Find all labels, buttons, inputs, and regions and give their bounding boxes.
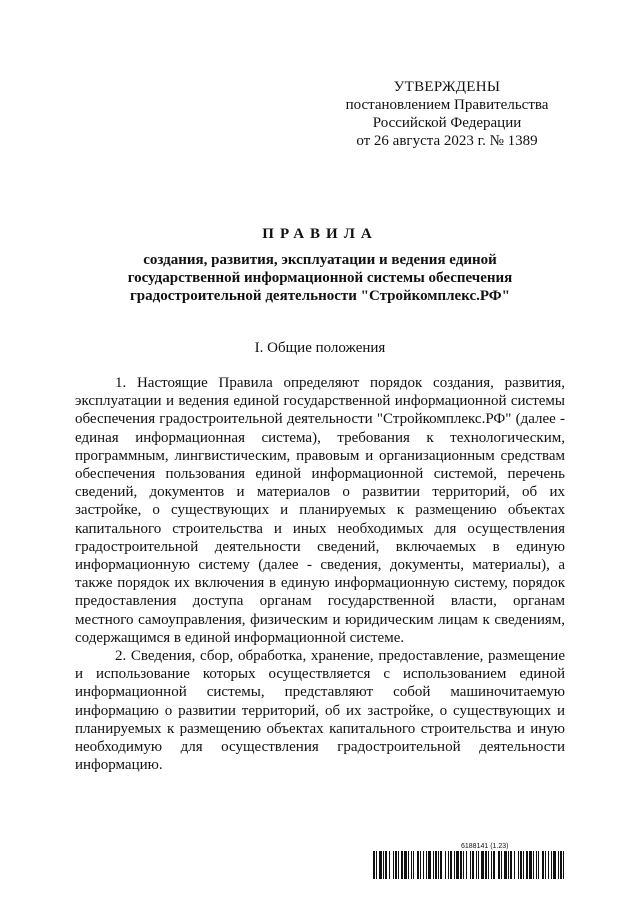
barcode-number: 6188141 (1.23) [461, 843, 509, 850]
approval-line-3: от 26 августа 2023 г. № 1389 [356, 133, 538, 149]
approval-line-2: Российской Федерации [372, 115, 522, 131]
approval-heading: УТВЕРЖДЕНЫ [393, 79, 501, 95]
document-body [75, 374, 565, 774]
section-heading: I. Общие положения [254, 340, 386, 356]
paragraph-1: 1. Настоящие Правила определяют порядок создания, развития, эксплуатации и ведения единой государственной информационной системы обеспечения градостроительной деятельности "Стройкомплекс.РФ" (далее - единая информационная система), требования к технологическим, программным, лингвистическим, правовым и организационным средствам обеспечения пользования единой информационной системой, перечень сведений, документов и материалов о развитии территорий, об их застройке, о существующих и планируемых к размещению объектах капитального строительства и иных необходимых для осуществления градостроительной деятельности сведений, включаемых в единую информационную систему (далее - сведения, документы, материалы), а также порядок их включения в единую информационную систему, порядок предоставления доступа органам государственной власти, органам местного самоуправления, физическим и юридическим лицам к сведениям, содержащимся в единой информационной системе. [75, 375, 565, 646]
subtitle-line-1: создания, развития, эксплуатации и ведения единой [143, 252, 497, 268]
barcode-icon [373, 851, 565, 879]
subtitle-line-3: градостроительной деятельности "Стройкомплекс.РФ" [129, 288, 511, 304]
approval-block [336, 78, 558, 150]
paragraph-2: 2. Сведения, сбор, обработка, хранение, предоставление, размещение и использование которых осуществляется с использованием единой информационной системы, представляют собой машиночитаемую информацию о развитии территорий, об их застройке, о существующих и планируемых к размещению объектах капитального строительства и иную необходимую для осуществления градостроительной деятельности информацию. [75, 648, 565, 774]
document-subtitle [90, 251, 550, 305]
document-title: ПРАВИЛА [262, 226, 378, 242]
subtitle-line-2: государственной информационной системы обеспечения [127, 270, 513, 286]
approval-line-1: постановлением Правительства [345, 97, 549, 113]
